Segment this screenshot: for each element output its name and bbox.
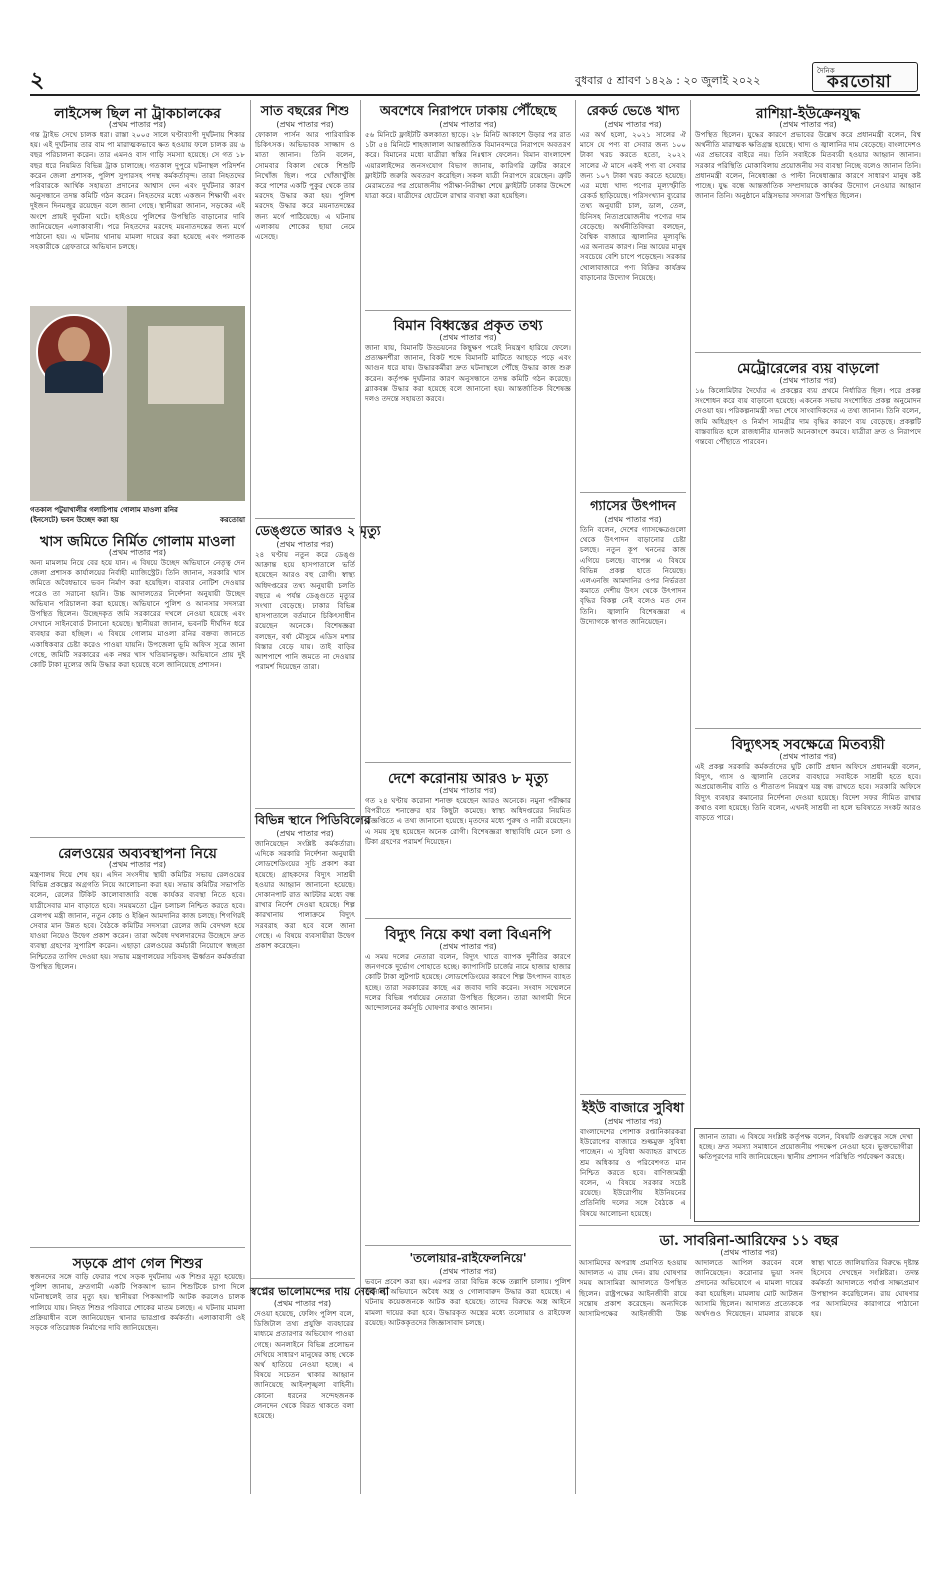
divider bbox=[365, 310, 571, 311]
article-body-eu-market: বাংলাদেশের পোশাক রপ্তানিকারকরা ইউরোপের বাজারে শুল্কমুক্ত সুবিধা পাচ্ছেন। এ সুবিধা অব্যাহত রাখতে শ্রম অধিকার ও পরিবেশগত মান নিশ্চিত করতে হবে। বাণিজ্যমন্ত্রী বলেন, এ বিষয়ে সরকার সচেষ্ট রয়েছে। ইউরোপীয় ইউনিয়নের প্রতিনিধি দলের সঙ্গে বৈঠকে এ বিষয়ে আলোচনা হয়েছে। bbox=[580, 1127, 686, 1218]
date-line: বুধবার ৫ শ্রাবণ ১৪২৯ : ২০ জুলাই ২০২২ bbox=[575, 74, 761, 87]
continuation-note: (প্রথম পাতার পর) bbox=[779, 752, 837, 761]
column-5 bbox=[690, 100, 925, 1219]
headline-dengue: ডেঙ্গুতে আরও ২ মৃত্যু bbox=[255, 524, 381, 539]
continuation-note: (প্রথম পাতার পর) bbox=[276, 120, 334, 129]
headline-dream: স্বপ্নের ভালোমন্দের দায় নেবে না bbox=[250, 1285, 390, 1298]
logo-text: করতোয়া bbox=[827, 72, 892, 92]
headline-frugal-power: বিদ্যুৎসহ সবক্ষেত্রে মিতব্যয়ী bbox=[731, 737, 885, 753]
article-body-russia-ukraine: উপস্থিত ছিলেন। যুদ্ধের কারণে প্রভাবের উল্লেখ করে প্রধানমন্ত্রী বলেন, বিশ্ব অর্থনীতি মারাত্মক ক্ষতিগ্রস্ত হয়েছে। খাদ্য ও জ্বালানির দাম বেড়েছে। বাংলাদেশও এর প্রভাবের বাইরে নয়। তিনি সবাইকে মিতব্যয়ী হওয়ার আহ্বান জানান। সরকার পরিস্থিতি মোকাবিলায় প্রয়োজনীয় সব ব্যবস্থা নিচ্ছে বলেও জানান তিনি। প্রধানমন্ত্রী বলেন, নিষেধাজ্ঞা ও পাল্টা নিষেধাজ্ঞার কারণে সাধারণ মানুষ কষ্ট পাচ্ছে। যুদ্ধ বন্ধে আন্তর্জাতিক সম্প্রদায়কে কার্যকর উদ্যোগ নেওয়ার আহ্বান জানান তিনি। অনুষ্ঠানে মন্ত্রিসভার সদস্যরা উপস্থিত ছিলেন। bbox=[695, 130, 921, 201]
masthead bbox=[30, 60, 920, 96]
article-body-gas-production: তিনি বলেন, দেশের গ্যাসক্ষেত্রগুলো থেকে উৎপাদন বাড়ানোর চেষ্টা চলছে। নতুন কূপ খননের কাজ এগিয়ে চলছে। বাপেক্স এ বিষয়ে বিভিন্ন প্রকল্প হাতে নিয়েছে। এলএনজি আমদানির ওপর নির্ভরতা কমাতে দেশীয় উৎস থেকে উৎপাদন বৃদ্ধির বিকল্প নেই বলেও মত দেন তিনি। জ্বালানি বিশেষজ্ঞরা এ উদ্যোগকে স্বাগত জানিয়েছেন। bbox=[580, 525, 686, 626]
headline-eu-market: ইইউ বাজারে সুবিধা bbox=[581, 1101, 685, 1116]
article-body-seven-year-child: ফোকাল পার্সন আর পারিবারিক চিকিৎসক। অভিভাবক সাজ্জাদ ও মাতা জানান। তিনি বলেন, সোমবার বিকাল থেকে শিশুটি নিখোঁজ ছিল। পরে খোঁজাখুঁজি করে পাশের একটি পুকুর থেকে তার মরদেহ উদ্ধার করা হয়। পুলিশ মরদেহ উদ্ধার করে ময়নাতদন্তের জন্য মর্গে পাঠিয়েছে। এ ঘটনায় এলাকায় শোকের ছায়া নেমে এসেছে। bbox=[255, 130, 355, 242]
article-body-metrorail-cost: ১৬ কিলোমিটার দৈর্ঘ্যের এ প্রকল্পের ব্যয় প্রথমে নির্ধারিত ছিল। পরে প্রকল্প সংশোধন করে ব্যয় বাড়ানো হয়েছে। একনেক সভায় সংশোধিত প্রকল্প অনুমোদন দেওয়া হয়। পরিকল্পনামন্ত্রী সভা শেষে সাংবাদিকদের এ তথ্য জানান। তিনি বলেন, জমি অধিগ্রহণ ও নির্মাণ সামগ্রীর দাম বৃদ্ধির কারণে ব্যয় বেড়েছে। প্রকল্পটি বাস্তবায়িত হলে রাজধানীর যানজট অনেকাংশে কমবে। যাত্রীরা দ্রুত ও নিরাপদে গন্তব্যে পৌঁছাতে পারবেন। bbox=[695, 386, 921, 447]
continuation-note: (প্রথম পাতার পর) bbox=[720, 1248, 778, 1257]
headline-plane-crash: বিমান বিধ্বস্তের প্রকৃত তথ্য bbox=[393, 318, 543, 334]
inset-portrait bbox=[36, 314, 112, 390]
page-number: ২ bbox=[30, 67, 45, 93]
photo-caption: গতকাল পটুয়াখালীর গলাচিপায় গোলাম মাওলা রনির (ইনসেটে) ভবন উচ্ছেদ করা হয় bbox=[30, 506, 178, 524]
column-1 bbox=[30, 100, 245, 1494]
article-body-license: গন্ত ট্রাইভ সেখে চালক ধরা। রাস্তা ২০০৫ সালে ঘণ্টাব্যাপী দুর্ঘটনায় শিকার হয়। এই দুর্ঘটনায় তার বাম পা মারাত্মকভাবে ক্ষত হওয়ায় ফলে চালক রয় ৬ বছর পরিচালনা করেন। তার এমনও বাস গাড়ি সমস্যা হয়েছে। সে গত ১৮ বছর ধরে নিয়মিত বিভিন্ন ট্রাক চালাচ্ছে। গতকাল দুপুরে ঘটনাস্থল পরিদর্শন করেন জেলা প্রশাসক, পুলিশ সুপারসহ পদস্থ কর্মকর্তাবৃন্দ। তারা নিহতদের পরিবারকে আর্থিক সহায়তা প্রদানের আশ্বাস দেন এবং দুর্ঘটনার কারণ অনুসন্ধানে তদন্ত কমিটি গঠন করেন। নিহতদের মধ্যে একজন শিক্ষার্থী এবং দুইজন দিনমজুর রয়েছেন বলে জানা গেছে। স্থানীয়রা জানান, সড়কের এই অংশে প্রায়ই দুর্ঘটনা ঘটে। হাইওয়ে পুলিশের উপস্থিতি বাড়ানোর দাবি জানিয়েছেন এলাকাবাসী। পরে নিহতদের মরদেহ ময়নাতদন্তের জন্য মর্গে পাঠানো হয়। এ ঘটনায় থানায় মামলা দায়ের করা হয়েছে এবং পলাতক সহকারীকে গ্রেফতারে অভিযান চলছে। bbox=[30, 130, 245, 252]
continuation-note: (প্রথম পাতার পর) bbox=[439, 120, 497, 129]
headline-khas-land: খাস জমিতে নির্মিত গোলাম মাওলা bbox=[40, 534, 235, 550]
continuation-note: (প্রথম পাতার পর) bbox=[604, 120, 662, 129]
headline-railway: রেলওয়ের অব্যবস্থাপনা নিয়ে bbox=[58, 846, 217, 862]
divider bbox=[365, 1245, 571, 1246]
article-body-frugal-power: এই প্রকল্প সরকারি কর্মকর্তাদের ঘুটি কোটি প্রধান অফিসে প্রধানমন্ত্রী বলেন, বিদ্যুৎ, গ্যাস ও জ্বালানি তেলের ব্যবহারে সবাইকে সাশ্রয়ী হতে হবে। অপ্রয়োজনীয় বাতি ও শীতাতপ নিয়ন্ত্রণ যন্ত্র বন্ধ রাখতে হবে। সরকারি অফিসে বিদ্যুৎ ব্যবহার কমানোর নির্দেশনা দেওয়া হয়েছে। বিদেশ সফর সীমিত রাখার কথাও বলা হয়েছে। তিনি বলেন, এখনই সাশ্রয়ী না হলে ভবিষ্যতে সংকট আরও বাড়তে পারে। bbox=[695, 762, 921, 823]
article-body-sabrina-arif: আসামিদের অপরাধ প্রমাণিত হওয়ায় আদালত এ রায় দেন। রায় ঘোষণার সময় আসামিরা আদালতে উপস্থিত ছিলেন। রাষ্ট্রপক্ষের আইনজীবী রায়ে সন্তোষ প্রকাশ করেছেন। অন্যদিকে আসামিপক্ষের আইনজীবী উচ্চ আদালতে আপিল করবেন বলে জানিয়েছেন। করোনার ভুয়া সনদ প্রদানের অভিযোগে এ মামলা দায়ের করা হয়েছিল। মামলায় মোট আটজন আসামি ছিলেন। আদালত প্রত্যেককে অর্থদণ্ডও দিয়েছেন। মামলার রায়কে স্বাস্থ্য খাতে জালিয়াতির বিরুদ্ধে দৃষ্টান্ত হিসেবে দেখছেন সংশ্লিষ্টরা। তদন্ত কর্মকর্তা আদালতে পর্যাপ্ত সাক্ষ্যপ্রমাণ উপস্থাপন করেছিলেন। রায় ঘোষণার পর আসামিদের কারাগারে পাঠানো হয়। bbox=[579, 1258, 919, 1319]
article-body-sword-rifle: ভবনে প্রবেশ করা হয়। এরপর তারা বিভিন্ন কক্ষে তল্লাশি চালায়। পুলিশ জানায়, অভিযানে অবৈধ অস্ত্র ও গোলাবারুদ উদ্ধার করা হয়েছে। এ ঘটনায় কয়েকজনকে আটক করা হয়েছে। তাদের বিরুদ্ধে অস্ত্র আইনে মামলা দায়ের করা হবে। উদ্ধারকৃত অস্ত্রের মধ্যে তলোয়ার ও রাইফেল রয়েছে। আটককৃতদের জিজ্ঞাসাবাদ চলছে। bbox=[365, 1277, 571, 1327]
divider bbox=[255, 518, 355, 519]
divider bbox=[250, 1278, 355, 1279]
divider bbox=[30, 837, 245, 838]
continuation-note: (প্রথম পাতার পর) bbox=[779, 376, 837, 385]
headline-child-road: সড়কে প্রাণ গেল শিশুর bbox=[72, 1256, 203, 1272]
divider bbox=[695, 728, 921, 729]
headline-sword-rifle: 'তলোয়ার-রাইফেলনিয়ে' bbox=[409, 1251, 527, 1265]
divider bbox=[695, 352, 921, 353]
headline-metrorail-cost: মেট্রোরেলের ব্যয় বাড়লো bbox=[737, 361, 879, 377]
continuation-note: (প্রথম পাতার পর) bbox=[276, 540, 334, 549]
article-body-boxed-note: জানান তারা। এ বিষয়ে সংশ্লিষ্ট কর্তৃপক্ষ বলেন, বিষয়টি গুরুত্বের সঙ্গে দেখা হচ্ছে। দ্রুত সমস্যা সমাধানে প্রয়োজনীয় পদক্ষেপ নেওয়া হবে। ভুক্তভোগীরা ক্ষতিপূরণের দাবি জানিয়েছেন। স্থানীয় প্রশাসন পরিস্থিতি পর্যবেক্ষণ করছে। bbox=[699, 1132, 913, 1162]
newspaper-logo bbox=[812, 62, 918, 92]
headline-bnp-power: বিদ্যুৎ নিয়ে কথা বলা বিএনপি bbox=[385, 927, 551, 943]
divider bbox=[579, 1225, 919, 1226]
logo-small-text: দৈনিক bbox=[817, 67, 835, 75]
article-body-dream: দেওয়া হয়েছে, ফেলিং পুলিশ বলে, ডিজিটাল তথ্য প্রযুক্তি ব্যবহারের মাধ্যমে প্রতারণার অভিযোগ পাওয়া গেছে। অনলাইনে বিভিন্ন প্রলোভন দেখিয়ে সাধারণ মানুষের কাছ থেকে অর্থ হাতিয়ে নেওয়া হচ্ছে। এ বিষয়ে সচেতন থাকার আহ্বান জানিয়েছে আইনশৃঙ্খলা বাহিনী। কোনো ধরনের সন্দেহজনক লেনদেন থেকে বিরত থাকতে বলা হয়েছে। bbox=[254, 1309, 354, 1421]
divider bbox=[365, 762, 571, 763]
headline-food-record: রেকর্ড ভেঙে খাদ্য bbox=[586, 104, 680, 119]
headline-gas-production: গ্যাসের উৎপাদন bbox=[590, 499, 676, 514]
divider bbox=[255, 808, 355, 809]
continuation-note: (প্রথম পাতার পর) bbox=[108, 860, 167, 869]
continuation-note: (প্রথম পাতার পর) bbox=[108, 120, 167, 129]
article-body-dengue: ২৪ ঘণ্টায় নতুন করে ডেঙ্গু আক্রান্ত হয়ে হাসপাতালে ভর্তি হয়েছেন আরও বহু রোগী। স্বাস্থ্য অধিদপ্তরের তথ্য অনুযায়ী চলতি বছরে এ পর্যন্ত ডেঙ্গুতে মৃত্যুর সংখ্যা বেড়েছে। ঢাকার বিভিন্ন হাসপাতালে বর্তমানে চিকিৎসাধীন রয়েছেন অনেকে। বিশেষজ্ঞরা বলছেন, বর্ষা মৌসুমে এডিস মশার বিস্তার বেড়ে যায়। তাই বাড়ির আশপাশে পানি জমতে না দেওয়ার পরামর্শ দিয়েছেন তারা। bbox=[255, 550, 355, 672]
headline-russia-ukraine: রাশিয়া-ইউক্রেনযুদ্ধ bbox=[755, 106, 861, 122]
continuation-note: (প্রথম পাতার পর) bbox=[439, 942, 497, 951]
column-3 bbox=[360, 100, 575, 1494]
divider bbox=[365, 918, 571, 919]
headline-sabrina-arif: ডা. সাবরিনা-আরিফের ১১ বছর bbox=[659, 1233, 839, 1249]
headline-safely-dhaka: অবশেষে নিরাপদে ঢাকায় পৌঁছেছে bbox=[379, 104, 557, 119]
divider bbox=[580, 492, 686, 493]
continuation-note: (প্রথম পাতার পর) bbox=[273, 1299, 332, 1308]
continuation-note: (প্রথম পাতার পর) bbox=[604, 1117, 662, 1126]
article-body-railway: মন্ত্রণালয় দিয়ে শেষ হয়। এদিন সংসদীয় স্থায়ী কমিটির সভায় রেলওয়ের বিভিন্ন প্রকল্পের অগ্রগতি নিয়ে আলোচনা করা হয়। সভায় কমিটির সভাপতি বলেন, রেলের টিকিট কালোবাজারি বন্ধে কার্যকর ব্যবস্থা নিতে হবে। যাত্রীসেবার মান বাড়াতে হবে। সময়মতো ট্রেন চলাচল নিশ্চিত করতে হবে। রেলপথ মন্ত্রী জানান, নতুন কোচ ও ইঞ্জিন আমদানির কাজ চলছে। শিগগিরই সেবার মান উন্নত হবে। বৈঠকে কমিটির সদস্যরা রেলের জমি বেদখল হয়ে যাওয়া নিয়েও উদ্বেগ প্রকাশ করেন। তারা অবৈধ দখলদারদের উচ্ছেদে দ্রুত ব্যবস্থা গ্রহণের সুপারিশ করেন। এছাড়া রেলওয়ের কর্মচারী নিয়োগে স্বচ্ছতা নিশ্চিতের তাগিদ দেওয়া হয়। সভায় মন্ত্রণালয়ের সচিবসহ ঊর্ধ্বতন কর্মকর্তারা উপস্থিত ছিলেন। bbox=[30, 870, 245, 971]
divider bbox=[580, 1094, 686, 1095]
article-body-covid: গত ২৪ ঘণ্টায় করোনা শনাক্ত হয়েছেন আরও অনেকে। নমুনা পরীক্ষার বিপরীতে শনাক্তের হার কিছুটা কমেছে। স্বাস্থ্য অধিদপ্তরের নিয়মিত বিজ্ঞপ্তিতে এ তথ্য জানানো হয়েছে। মৃতদের মধ্যে পুরুষ ও নারী রয়েছেন। এ সময় সুস্থ হয়েছেন অনেক রোগী। বিশেষজ্ঞরা স্বাস্থ্যবিধি মেনে চলা ও টিকা গ্রহণের পরামর্শ দিয়েছেন। bbox=[365, 796, 571, 846]
article-body-khas-land: অন্য মামলাম নিয়ে বের হয়ে যান। এ বিষয়ে উচ্ছেদ অভিযানে নেতৃত্ব দেন জেলা প্রশাসক কার্যালয়ের নির্বাহী ম্যাজিস্ট্রেট। তিনি জানান, সরকারি খাস জমিতে অবৈধভাবে ভবন নির্মাণ করা হয়েছিল। বারবার নোটিশ দেওয়ার পরেও তা সরানো হয়নি। উচ্চ আদালতের নির্দেশনা অনুযায়ী উচ্ছেদ অভিযান পরিচালনা করা হয়েছে। অভিযানে পুলিশ ও আনসার সদস্যরা উপস্থিত ছিলেন। উচ্ছেদকৃত জমি সরকারের দখলে নেওয়া হয়েছে এবং সেখানে সাইনবোর্ড টানানো হয়েছে। স্থানীয়রা জানান, ভবনটি দীর্ঘদিন ধরে ব্যবহার করা হচ্ছিল। এ বিষয়ে গোলাম মাওলা রনির বক্তব্য জানতে একাধিকবার চেষ্টা করেও পাওয়া যায়নি। উপজেলা ভূমি অফিস সূত্রে জানা গেছে, জমিটি সরকারের এক নম্বর খাস খতিয়ানভুক্ত। অভিযানে প্রায় দুই কোটি টাকা মূল্যের জমি উদ্ধার করা হয়েছে বলে জানিয়েছে প্রশাসন। bbox=[30, 558, 245, 670]
continuation-note: (প্রথম পাতার পর) bbox=[439, 1267, 497, 1276]
article-body-food-record: এর অর্থ হলো, ২০২১ সালের ঐ মাসে যে পণ্য বা সেবার জন্য ১০০ টাকা খরচ করতে হতো, ২০২২ সালের ঐ মাসে একই পণ্য বা সেবার জন্য ১০৭ টাকা খরচ করতে হয়েছে। এর মধ্যে খাদ্য পণ্যের মূল্যস্ফীতি রেকর্ড ছাড়িয়েছে। পরিসংখ্যান ব্যুরোর তথ্য অনুযায়ী চাল, ডাল, তেল, চিনিসহ নিত্যপ্রয়োজনীয় পণ্যের দাম বেড়েছে। অর্থনীতিবিদরা বলছেন, বৈশ্বিক বাজারে জ্বালানির মূল্যবৃদ্ধি এর অন্যতম কারণ। নিম্ন আয়ের মানুষ সবচেয়ে বেশি চাপে পড়েছেন। সরকার খোলাবাজারে পণ্য বিক্রির কার্যক্রম বাড়ানোর উদ্যোগ নিয়েছে। bbox=[580, 130, 686, 282]
continuation-note: (প্রথম পাতার পর) bbox=[439, 786, 497, 795]
article-body-child-road: স্বজনদের সঙ্গে বাড়ি ফেরার পথে সড়ক দুর্ঘটনায় এক শিশুর মৃত্যু হয়েছে। পুলিশ জানায়, দ্রুতগামী একটি পিকআপ ভ্যান শিশুটিকে চাপা দিলে ঘটনাস্থলেই তার মৃত্যু হয়। স্থানীয়রা পিকআপটি আটক করলেও চালক পালিয়ে যায়। নিহত শিশুর পরিবারে শোকের মাতম চলছে। এ ঘটনায় মামলা প্রক্রিয়াধীন বলে জানিয়েছেন থানার ভারপ্রাপ্ত কর্মকর্তা। এলাকাবাসী ওই সড়কে গতিরোধক নির্মাণের দাবি জানিয়েছেন। bbox=[30, 1272, 245, 1333]
headline-license: লাইসেন্স ছিল না ট্রাকচালকের bbox=[54, 106, 221, 122]
divider bbox=[30, 1247, 245, 1248]
continuation-note: (প্রথম পাতার পর) bbox=[439, 333, 497, 342]
article-body-pdb: জানিয়েছেন সংশ্লিষ্ট কর্মকর্তারা। এদিকে সরকারি নির্দেশনা অনুযায়ী লোডশেডিংয়ের সূচি প্রকাশ করা হয়েছে। গ্রাহকদের বিদ্যুৎ সাশ্রয়ী হওয়ার আহ্বান জানানো হয়েছে। দোকানপাট রাত আটটার মধ্যে বন্ধ রাখার নির্দেশ দেওয়া হয়েছে। শিল্প কারখানায় পালাক্রমে বিদ্যুৎ সরবরাহ করা হবে বলে জানা গেছে। এ বিষয়ে ব্যবসায়ীরা উদ্বেগ প্রকাশ করেছেন। bbox=[255, 839, 355, 951]
headline-pdb: বিভিন্ন স্থানে পিডিবিলের bbox=[255, 813, 371, 827]
continuation-note: (প্রথম পাতার পর) bbox=[276, 829, 334, 838]
headline-covid: দেশে করোনায় আরও ৮ মৃত্যু bbox=[387, 771, 549, 787]
headline-seven-year-child: সাত বছরের শিশু bbox=[260, 104, 350, 119]
article-body-bnp-power: এ সময় দলের নেতারা বলেন, বিদ্যুৎ খাতে ব্যাপক দুর্নীতির কারণে জনগণকে দুর্ভোগ পোহাতে হচ্ছে। ক্যাপাসিটি চার্জের নামে হাজার হাজার কোটি টাকা লুটপাট হয়েছে। লোডশেডিংয়ের কারণে শিল্প উৎপাদন ব্যাহত হচ্ছে। তারা সরকারের কাছে এর জবাব দাবি করেন। সংবাদ সম্মেলনে দলের বিভিন্ন পর্যায়ের নেতারা উপস্থিত ছিলেন। তারা আগামী দিনে আন্দোলনের কর্মসূচি ঘোষণার কথাও জানান। bbox=[365, 952, 571, 1013]
continuation-note: (প্রথম পাতার পর) bbox=[108, 548, 167, 557]
continuation-note: (প্রথম পাতার পর) bbox=[779, 120, 837, 129]
continuation-note: (প্রথম পাতার পর) bbox=[604, 515, 662, 524]
photo-credit: করতোয়া bbox=[220, 516, 245, 524]
article-body-safely-dhaka: ৫৬ মিনিটে ফ্লাইটটি কলকাতা ছাড়ে। ২৮ মিনিট আকাশে উড়ার পর রাত ১টা ৫৪ মিনিটে শাহজালাল আন্তর্জাতিক বিমানবন্দরে নিরাপদে অবতরণ করে। বিমানের মধ্যে যাত্রীরা স্বস্তির নিঃশ্বাস ফেলেন। বিমান বাংলাদেশ এয়ারলাইন্সের জনসংযোগ বিভাগ জানায়, কারিগরি ত্রুটির কারণে ফ্লাইটটি জরুরি অবতরণ করেছিল। সকল যাত্রী নিরাপদে রয়েছেন। ত্রুটি মেরামতের পর প্রয়োজনীয় পরীক্ষা-নিরীক্ষা শেষে ফ্লাইটটি ঢাকার উদ্দেশে যাত্রা করে। যাত্রীদের হোটেলে রাখার ব্যবস্থা করা হয়েছিল। bbox=[365, 130, 571, 201]
article-body-plane-crash: জানা যায়, বিমানটি উড্ডয়নের কিছুক্ষণ পরেই নিয়ন্ত্রণ হারিয়ে ফেলে। প্রত্যক্ষদর্শীরা জানান, বিকট শব্দে বিমানটি মাটিতে আছড়ে পড়ে এবং আগুন ধরে যায়। উদ্ধারকর্মীরা দ্রুত ঘটনাস্থলে পৌঁছে উদ্ধার কাজ শুরু করেন। কর্তৃপক্ষ দুর্ঘটনার কারণ অনুসন্ধানে তদন্ত কমিটি গঠন করেছে। ব্ল্যাকবক্স উদ্ধার করা হয়েছে বলে জানানো হয়। আন্তর্জাতিক বিশেষজ্ঞ দলও তদন্তে সহায়তা করবে। bbox=[365, 343, 571, 404]
